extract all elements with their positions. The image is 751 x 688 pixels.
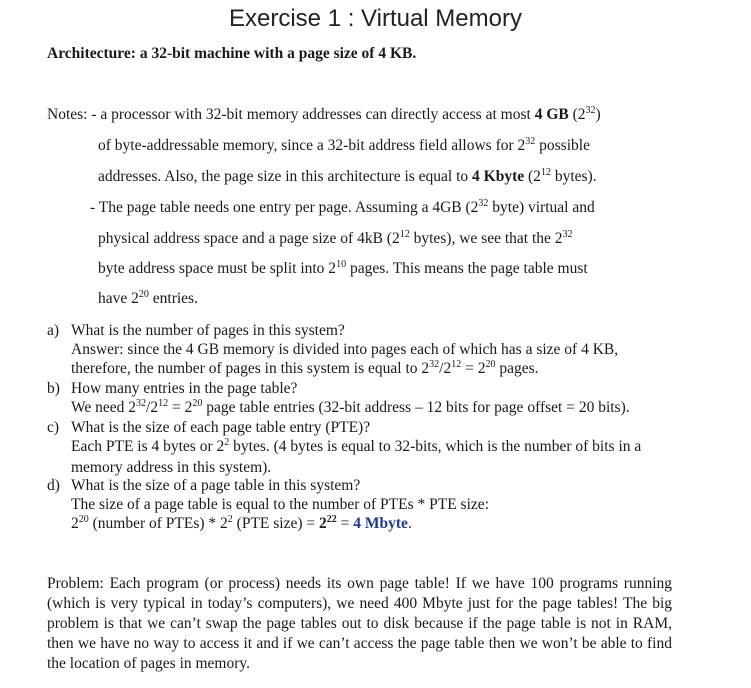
notes-line-5: physical address space and a page size of 4kB ($2^{12}$ bytes), we see that the $2^{32}$ bbox=[98, 229, 573, 247]
question-a-text: What is the number of pages in this system? Answer: since the 4 GB memory is divided into pages each of which has a size of 4 KB, therefore, the number of pages in this system is equal to $2^{32}/2^{12} = 2^{20}$ pages. bbox=[71, 322, 619, 377]
question-d-label: d) bbox=[47, 477, 60, 494]
question-a-label: a) bbox=[47, 322, 60, 339]
page-title: Exercise 1 : Virtual Memory bbox=[229, 5, 522, 32]
architecture-line: Architecture: a 32-bit machine with a page size of 4 KB. bbox=[47, 45, 417, 62]
page-table-size-result: 4 Mbyte bbox=[353, 515, 408, 532]
question-d-text: What is the size of a page table in this system? The size of a page table is equal to the number of PTEs * PTE size: $2^{20}$ (number of PTEs) * $2^2$ (PTE size) = $2^{22} = 4$ Mbyte. bbox=[71, 477, 489, 532]
notes-line-1: Notes: - a processor with 32-bit memory addresses can directly access at most 4 GB $(2^{32})$ bbox=[47, 105, 601, 123]
problem-paragraph: Problem: Each program (or process) needs its own page table! If we have 100 programs running (which is very typical in today’s computers), we need 400 Mbyte just for the page tables! The big problem is that we can’t swap the page tables out to disk because if the page table is not in RAM, then we have no way to access it and if we can’t access the page table then we won’t be able to find the location of pages in memory. bbox=[47, 575, 672, 672]
notes-line-7: have $2^{20}$ entries. bbox=[98, 289, 198, 307]
notes-line-4: - The page table needs one entry per page. Assuming a 4GB ($2^{32}$ byte) virtual and bbox=[90, 198, 595, 216]
notes-line-2: of byte-addressable memory, since a 32-bit address field allows for $2^{32}$ possible bbox=[98, 136, 590, 154]
notes-line-3: addresses. Also, the page size in this architecture is equal to 4 Kbyte ($2^{12}$ bytes). bbox=[98, 167, 597, 185]
question-c-text: What is the size of each page table entry (PTE)? Each PTE is 4 bytes or $2^2$ bytes. (4 bytes is equal to 32-bits, which is the number of bits in a memory address in this system). bbox=[71, 419, 642, 476]
notes-line-6: byte address space must be split into $2^{10}$ pages. This means the page table must bbox=[98, 259, 588, 277]
question-b-text: How many entries in the page table? We need $2^{32}/2^{12} = 2^{20}$ page table entries (32-bit address – 12 bits for page offset = 20 bits). bbox=[71, 380, 630, 416]
question-c-label: c) bbox=[47, 419, 60, 436]
question-b-label: b) bbox=[47, 380, 60, 397]
